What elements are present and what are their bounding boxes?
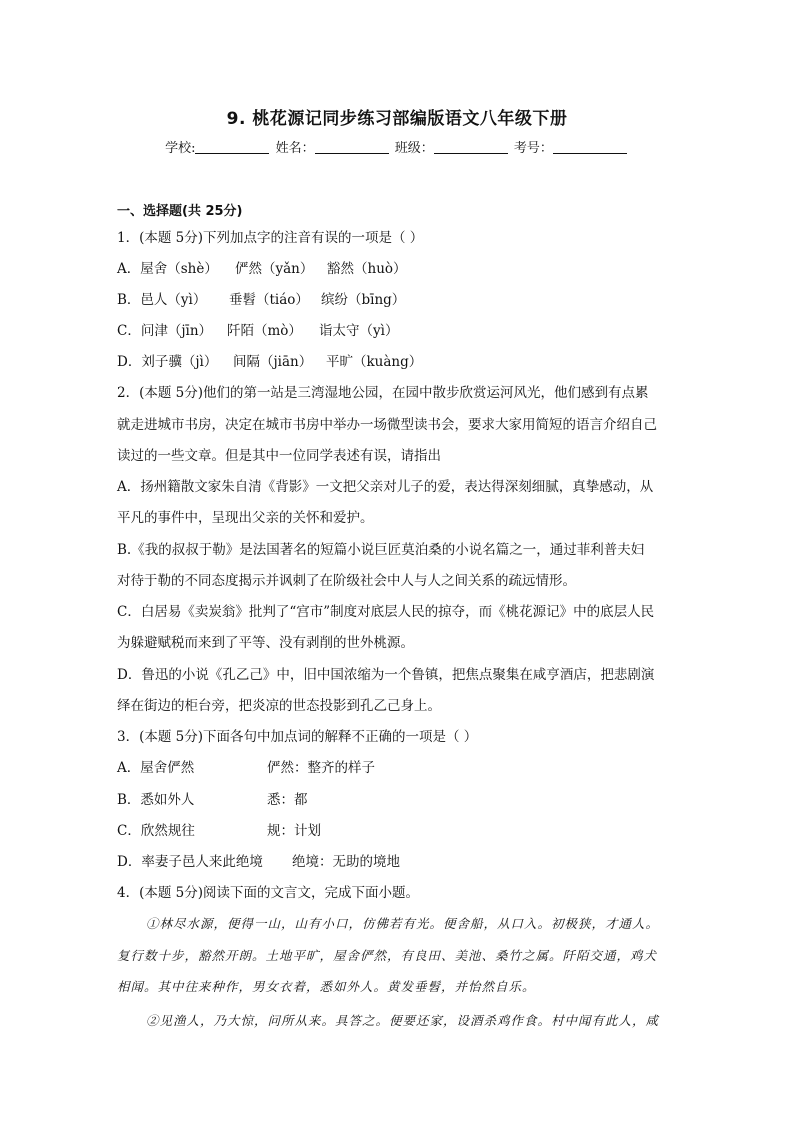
q1-option-c <box>117 322 398 340</box>
q1-d-1: D．刘子骥（jì） <box>117 354 218 370</box>
q1-d-2: 间隔（jiān） <box>233 354 313 370</box>
q3-d-left: D．率妻子邑人来此绝境 <box>117 854 263 870</box>
q2-line-11: 绎在街边的柜台旁，把炎凉的世态投影到孔乙己身上。 <box>117 698 441 714</box>
q2-line-10: D．鲁迅的小说《孔乙己》中，旧中国浓缩为一个鲁镇，把焦点聚集在咸亨酒店，把悲剧演 <box>117 667 655 683</box>
name-label: 姓名： <box>275 141 315 156</box>
q1-c-3: 诣太守（yì） <box>319 323 399 339</box>
q1-d-3: 平旷（kuàng） <box>326 354 423 370</box>
q2-line-6: B.《我的叔叔于勒》是法国著名的短篇小说巨匠莫泊桑的小说名篇之一，通过菲利普夫妇 <box>117 542 645 558</box>
school-label: 学校: <box>165 141 196 156</box>
q1-b-3: 缤纷（bīng） <box>321 292 406 308</box>
q3-option-d <box>117 853 617 871</box>
q2-line-9: 为躲避赋税而来到了平等、没有剥削的世外桃源。 <box>117 635 414 651</box>
q1-c-1: C．问津（jīn） <box>117 323 213 339</box>
q3-option-c <box>117 822 617 840</box>
q1-b-1: B．邑人（yì） <box>117 292 207 308</box>
exam-number-blank[interactable] <box>553 141 627 154</box>
q4-passage-line-1: ①林尽水源，便得一山，山有小口，仿佛若有光。便舍船，从口入。初极狭，才通人。 <box>146 916 660 931</box>
exam-number-label: 考号： <box>513 141 553 156</box>
q3-b-right: 悉：都 <box>267 792 308 808</box>
q2-line-5: 平凡的事件中，呈现出父亲的关怀和爱护。 <box>117 510 374 526</box>
q3-option-a <box>117 759 617 777</box>
q1-option-b <box>117 291 405 309</box>
name-blank[interactable] <box>315 141 389 154</box>
q3-stem: 3．(本题 5分)下面各句中加点词的解释不正确的一项是（ ） <box>117 729 478 745</box>
q1-option-d <box>117 353 422 371</box>
class-label: 班级： <box>394 141 434 156</box>
school-blank[interactable] <box>195 141 269 154</box>
q4-passage-line-4: ②见渔人，乃大惊，问所从来。具答之。便要还家，设酒杀鸡作食。村中闻有此人，咸 <box>146 1013 660 1028</box>
q3-b-left: B．悉如外人 <box>117 792 195 808</box>
q4-passage-line-3: 相闻。其中往来种作，男女衣着，悉如外人。黄发垂髫，并怡然自乐。 <box>117 979 536 994</box>
document-title: 9. 桃花源记同步练习部编版语文八年级下册 <box>226 109 568 129</box>
q3-a-right: 俨然：整齐的样子 <box>267 760 375 776</box>
q4-passage-line-2: 复行数十步，豁然开朗。土地平旷，屋舍俨然，有良田、美池、桑竹之属。阡陌交通，鸡犬 <box>117 948 658 963</box>
q2-line-1: 2．(本题 5分)他们的第一站是三湾湿地公园，在园中散步欣赏运河风光，他们感到有点累 <box>117 385 649 401</box>
q3-d-right: 绝境：无助的境地 <box>292 854 400 870</box>
q2-line-8: C．白居易《卖炭翁》批判了“宫市”制度对底层人民的掠夺，而《桃花源记》中的底层人民 <box>117 604 655 620</box>
q2-line-4: A．扬州籍散文家朱自清《背影》一文把父亲对儿子的爱，表达得深刻细腻，真挚感动，从 <box>117 479 654 495</box>
q3-a-left: A．屋舍俨然 <box>117 760 195 776</box>
q2-line-3: 读过的一些文章。但是其中一位同学表述有误，请指出 <box>117 448 441 464</box>
q1-b-2: 垂髫（tiáo） <box>229 292 309 308</box>
q1-c-2: 阡陌（mò） <box>227 323 302 339</box>
student-info-line <box>0 137 794 156</box>
q1-a-3: 豁然（huò） <box>327 261 407 277</box>
class-blank[interactable] <box>434 141 508 154</box>
q2-line-2: 就走进城市书房，决定在城市书房中举办一场微型读书会，要求大家用简短的语言介绍自己 <box>117 417 657 433</box>
q1-a-1: A．屋舍（shè） <box>117 261 218 277</box>
section-heading: 一、选择题(共 25分) <box>117 204 243 219</box>
q1-option-a <box>117 260 407 278</box>
q4-stem: 4．(本题 5分)阅读下面的文言文，完成下面小题。 <box>117 885 420 901</box>
q2-line-7: 对待于勒的不同态度揭示并讽刺了在阶级社会中人与人之间关系的疏远情形。 <box>117 573 576 589</box>
q3-c-right: 规：计划 <box>267 823 321 839</box>
q3-c-left: C．欣然规往 <box>117 823 195 839</box>
q1-a-2: 俨然（yǎn） <box>235 261 314 277</box>
q3-option-b <box>117 791 617 809</box>
q1-stem: 1．(本题 5分)下列加点字的注音有误的一项是（ ） <box>117 230 424 246</box>
